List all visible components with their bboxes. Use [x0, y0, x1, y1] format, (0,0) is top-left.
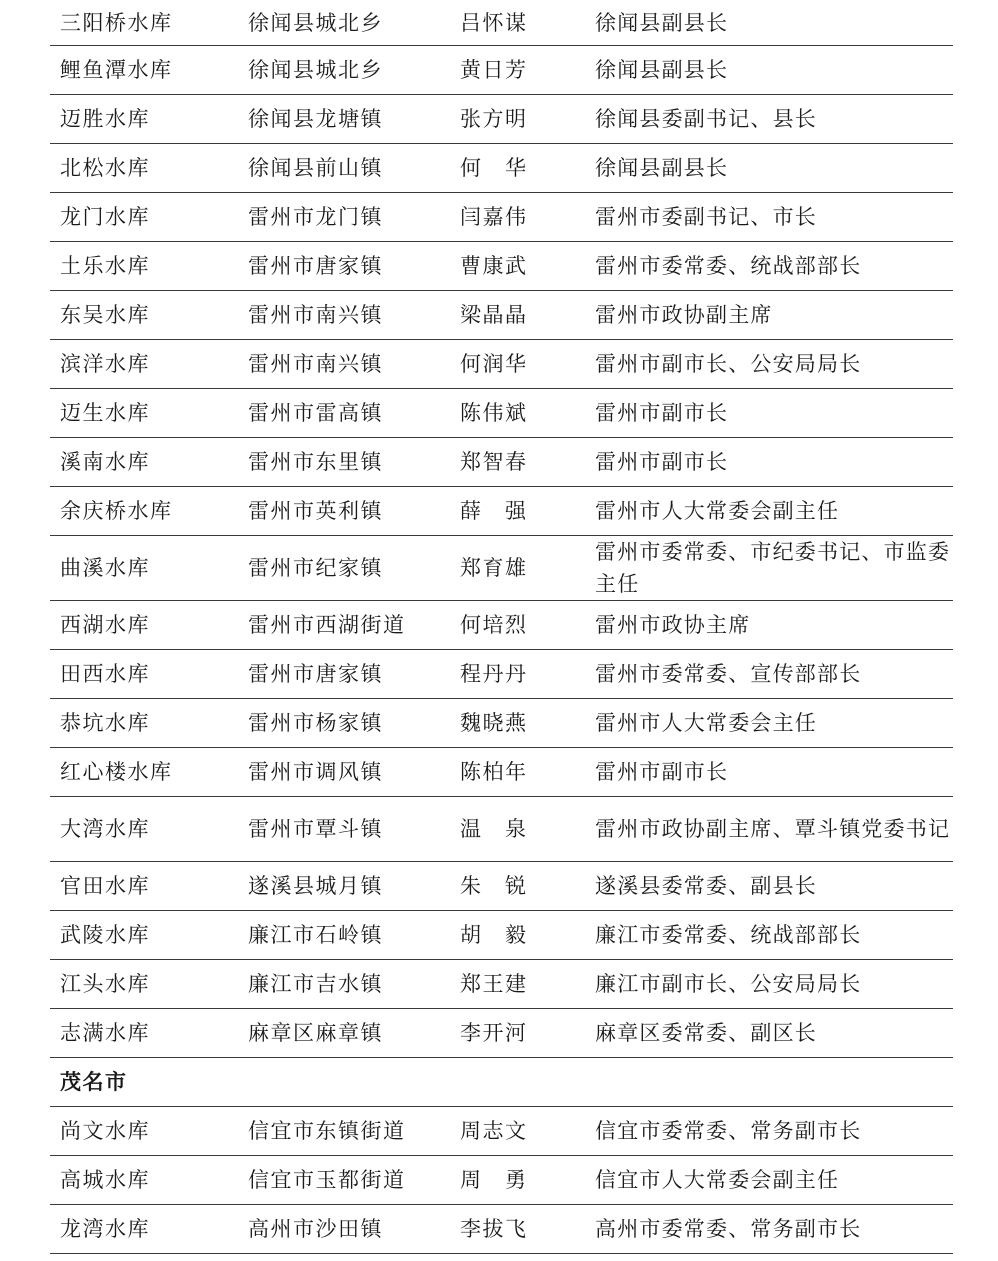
responsible-person-cell: 何润华: [460, 340, 595, 389]
reservoir-name-cell: 志满水库: [50, 1009, 248, 1058]
position-cell: 遂溪县委常委、副县长: [595, 862, 953, 911]
responsible-person-cell: 郑王建: [460, 960, 595, 1009]
reservoir-name-cell: 武陵水库: [50, 911, 248, 960]
position-cell: 雷州市委常委、市纪委书记、市监委主任: [595, 536, 953, 601]
position-cell: 雷州市副市长: [595, 748, 953, 797]
location-cell: 麻章区麻章镇: [248, 1009, 460, 1058]
table-row: [50, 340, 953, 389]
responsible-person-cell: 黄日芳: [460, 46, 595, 95]
responsible-person-cell: 温 泉: [460, 797, 595, 862]
position-cell: 雷州市政协主席: [595, 601, 953, 650]
responsible-person-cell: 何 华: [460, 144, 595, 193]
responsible-person-cell: 陈柏年: [460, 748, 595, 797]
location-cell: 雷州市西湖街道: [248, 601, 460, 650]
responsible-person-cell: 闫嘉伟: [460, 193, 595, 242]
position-cell: 雷州市副市长: [595, 438, 953, 487]
position-cell: 廉江市副市长、公安局局长: [595, 960, 953, 1009]
table-row: [50, 748, 953, 797]
position-cell: 麻章区委常委、副区长: [595, 1009, 953, 1058]
table-row: [50, 1205, 953, 1254]
table-row: [50, 144, 953, 193]
location-cell: 雷州市唐家镇: [248, 650, 460, 699]
location-cell: 徐闻县城北乡: [248, 46, 460, 95]
reservoir-name-cell: 西湖水库: [50, 601, 248, 650]
responsible-person-cell: 李开河: [460, 1009, 595, 1058]
location-cell: 徐闻县城北乡: [248, 0, 460, 46]
reservoir-name-cell: 曲溪水库: [50, 536, 248, 601]
position-cell: 廉江市委常委、统战部部长: [595, 911, 953, 960]
table-body: [50, 0, 953, 1254]
location-cell: 徐闻县龙塘镇: [248, 95, 460, 144]
location-cell: 遂溪县城月镇: [248, 862, 460, 911]
responsible-person-cell: 郑智春: [460, 438, 595, 487]
reservoir-name-cell: 恭坑水库: [50, 699, 248, 748]
responsible-person-cell: 何培烈: [460, 601, 595, 650]
location-cell: 徐闻县前山镇: [248, 144, 460, 193]
responsible-person-cell: 梁晶晶: [460, 291, 595, 340]
location-cell: 雷州市英利镇: [248, 487, 460, 536]
position-cell: 雷州市委副书记、市长: [595, 193, 953, 242]
table-row: [50, 536, 953, 601]
reservoir-name-cell: 江头水库: [50, 960, 248, 1009]
location-cell: 高州市沙田镇: [248, 1205, 460, 1254]
table-row: [50, 862, 953, 911]
reservoir-name-cell: 大湾水库: [50, 797, 248, 862]
table-row: [50, 601, 953, 650]
table-row: [50, 438, 953, 487]
position-cell: 徐闻县副县长: [595, 0, 953, 46]
reservoir-name-cell: 龙门水库: [50, 193, 248, 242]
location-cell: 雷州市龙门镇: [248, 193, 460, 242]
location-cell: 信宜市玉都街道: [248, 1156, 460, 1205]
reservoir-name-cell: 溪南水库: [50, 438, 248, 487]
reservoir-name-cell: 北松水库: [50, 144, 248, 193]
responsible-person-cell: 周 勇: [460, 1156, 595, 1205]
responsible-person-cell: 胡 毅: [460, 911, 595, 960]
responsible-person-cell: 陈伟斌: [460, 389, 595, 438]
responsible-person-cell: 曹康武: [460, 242, 595, 291]
responsible-person-cell: 周志文: [460, 1107, 595, 1156]
responsible-person-cell: 薛 强: [460, 487, 595, 536]
location-cell: 雷州市雷高镇: [248, 389, 460, 438]
position-cell: 雷州市政协副主席、覃斗镇党委书记: [595, 797, 953, 862]
location-cell: 信宜市东镇街道: [248, 1107, 460, 1156]
location-cell: 雷州市调风镇: [248, 748, 460, 797]
table-row: [50, 960, 953, 1009]
location-cell: 廉江市吉水镇: [248, 960, 460, 1009]
reservoir-name-cell: 田西水库: [50, 650, 248, 699]
table-row: [50, 487, 953, 536]
position-cell: 徐闻县委副书记、县长: [595, 95, 953, 144]
position-cell: 雷州市人大常委会主任: [595, 699, 953, 748]
responsible-person-cell: 程丹丹: [460, 650, 595, 699]
position-cell: 徐闻县副县长: [595, 144, 953, 193]
reservoir-name-cell: 迈胜水库: [50, 95, 248, 144]
position-cell: 雷州市人大常委会副主任: [595, 487, 953, 536]
section-header-row: [50, 1058, 953, 1107]
table-row: [50, 242, 953, 291]
location-cell: 雷州市唐家镇: [248, 242, 460, 291]
table-row: [50, 797, 953, 862]
location-cell: 廉江市石岭镇: [248, 911, 460, 960]
responsible-person-cell: 李拔飞: [460, 1205, 595, 1254]
table-row: [50, 95, 953, 144]
location-cell: 雷州市纪家镇: [248, 536, 460, 601]
location-cell: 雷州市南兴镇: [248, 340, 460, 389]
position-cell: 信宜市人大常委会副主任: [595, 1156, 953, 1205]
responsible-person-cell: 郑育雄: [460, 536, 595, 601]
table-row: [50, 1107, 953, 1156]
position-cell: 雷州市委常委、统战部部长: [595, 242, 953, 291]
table-row: [50, 0, 953, 46]
location-cell: 雷州市杨家镇: [248, 699, 460, 748]
section-title: 茂名市: [50, 1058, 953, 1107]
position-cell: 雷州市委常委、宣传部部长: [595, 650, 953, 699]
table-row: [50, 699, 953, 748]
reservoir-name-cell: 土乐水库: [50, 242, 248, 291]
position-cell: 徐闻县副县长: [595, 46, 953, 95]
position-cell: 雷州市副市长、公安局局长: [595, 340, 953, 389]
position-cell: 信宜市委常委、常务副市长: [595, 1107, 953, 1156]
table-row: [50, 911, 953, 960]
responsible-person-cell: 张方明: [460, 95, 595, 144]
location-cell: 雷州市南兴镇: [248, 291, 460, 340]
table-row: [50, 46, 953, 95]
position-cell: 雷州市副市长: [595, 389, 953, 438]
table-row: [50, 193, 953, 242]
reservoir-name-cell: 东吴水库: [50, 291, 248, 340]
table-row: [50, 291, 953, 340]
position-cell: 高州市委常委、常务副市长: [595, 1205, 953, 1254]
reservoir-name-cell: 红心楼水库: [50, 748, 248, 797]
reservoir-name-cell: 高城水库: [50, 1156, 248, 1205]
table-row: [50, 1156, 953, 1205]
reservoir-name-cell: 鲤鱼潭水库: [50, 46, 248, 95]
table-row: [50, 650, 953, 699]
location-cell: 雷州市覃斗镇: [248, 797, 460, 862]
responsible-person-cell: 朱 锐: [460, 862, 595, 911]
responsible-person-cell: 魏晓燕: [460, 699, 595, 748]
reservoir-name-cell: 官田水库: [50, 862, 248, 911]
responsible-person-cell: 吕怀谋: [460, 0, 595, 46]
reservoir-name-cell: 迈生水库: [50, 389, 248, 438]
reservoir-name-cell: 尚文水库: [50, 1107, 248, 1156]
location-cell: 雷州市东里镇: [248, 438, 460, 487]
table-row: [50, 1009, 953, 1058]
table-row: [50, 389, 953, 438]
reservoir-name-cell: 龙湾水库: [50, 1205, 248, 1254]
position-cell: 雷州市政协副主席: [595, 291, 953, 340]
reservoir-name-cell: 三阳桥水库: [50, 0, 248, 46]
reservoir-name-cell: 余庆桥水库: [50, 487, 248, 536]
reservoir-name-cell: 滨洋水库: [50, 340, 248, 389]
reservoir-responsibility-table: [50, 0, 953, 1254]
